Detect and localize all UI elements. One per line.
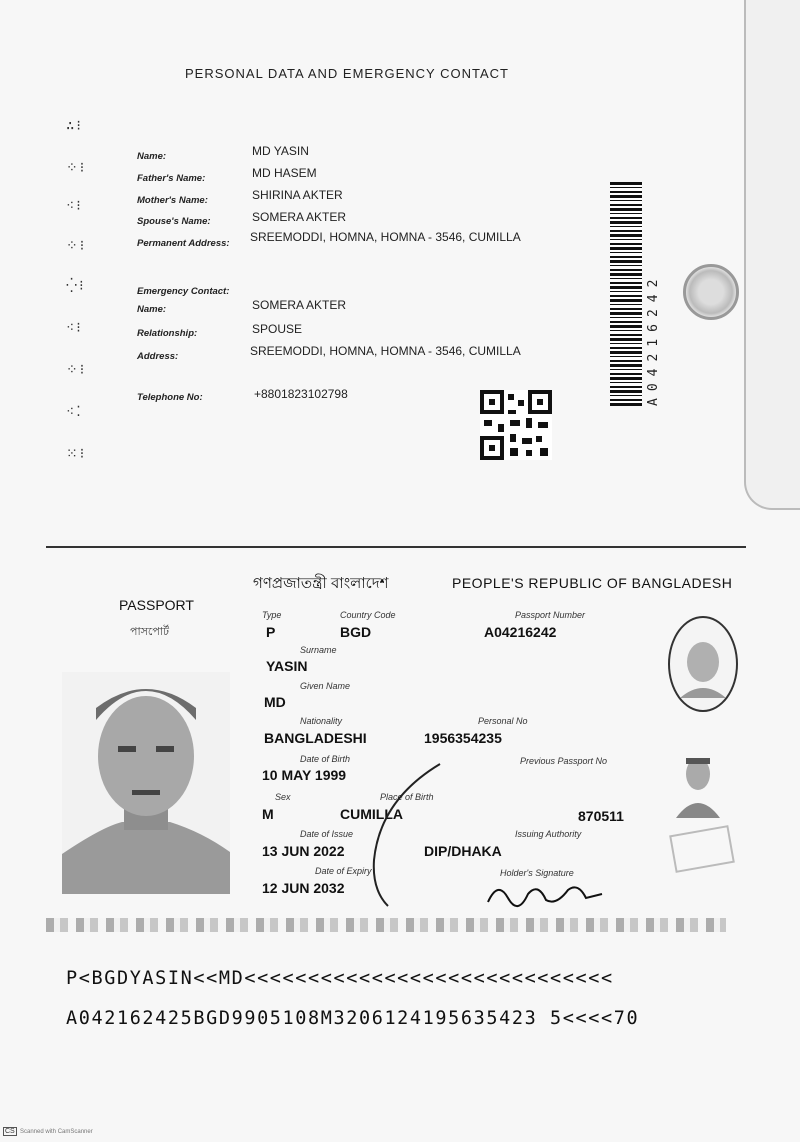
place-of-birth-value: CUMILLA [340,806,403,822]
qr-code [480,390,552,460]
date-of-issue-label: Date of Issue [300,829,354,839]
perforation-mark: ⁖⁝ [66,198,83,214]
nationality-value: BANGLADESHI [264,730,367,746]
sex-value: M [262,806,274,822]
holder-signature [486,876,606,912]
permanent-address-label: Permanent Address: [137,238,230,249]
perforation-mark: ⁖⁝ [66,320,83,336]
country-code-label: Country Code [340,610,396,620]
barcode [610,182,642,406]
mother-name-label: Mother's Name: [137,195,208,206]
mrz-line-1: P<BGDYASIN<<MD<<<<<<<<<<<<<<<<<<<<<<<<<<<<< [66,968,614,989]
telephone-value: +8801823102798 [254,387,348,401]
mrz-line-2: A042162425BGD9905108M3206124195635423 5<<<<70 [66,1008,640,1029]
side-number: 870511 [578,808,624,824]
father-name-value: MD HASEM [252,166,317,180]
perforation-mark: ∴⁝ [66,118,83,134]
permanent-address-value: SREEMODDI, HOMNA, HOMNA - 3546, CUMILLA [250,230,521,244]
passport-number-label: Passport Number [515,610,586,620]
emergency-name-label: Name: [137,304,167,315]
mother-name-value: SHIRINA AKTER [252,188,343,202]
emergency-address-value: SREEMODDI, HOMNA, HOMNA - 3546, CUMILLA [250,344,521,358]
nationality-label: Nationality [300,716,343,726]
surname-value: YASIN [266,658,308,674]
date-of-expiry-label: Date of Expiry [315,866,372,876]
barcode-number: A04216242 [646,272,661,406]
name-label: Name: [137,151,167,162]
relationship-value: SPOUSE [252,322,303,336]
issuing-authority-value: DIP/DHAKA [424,843,502,859]
father-name-label: Father's Name: [137,173,206,184]
name-value: MD YASIN [252,144,309,158]
perforation-mark: ⁘⁝ [66,362,87,378]
given-name-value: MD [264,694,286,710]
dob-label: Date of Birth [300,754,351,764]
scanner-badge: CS [5,1128,15,1135]
scanner-watermark: Scanned with CamScanner [20,1129,93,1135]
personal-no-label: Personal No [478,716,528,726]
emergency-name-value: SOMERA AKTER [252,298,347,312]
ghost-photo [670,618,736,710]
telephone-label: Telephone No: [137,392,203,403]
laminate-security-band [46,918,726,932]
country-code-value: BGD [340,624,372,640]
spouse-name-label: Spouse's Name: [137,216,211,227]
issuing-authority-label: Issuing Authority [515,829,582,839]
grommet-hole [683,264,739,320]
document-title: PASSPORT [119,597,194,613]
given-name-label: Given Name [300,681,351,691]
faded-stamp [669,825,735,873]
date-of-expiry-value: 12 JUN 2032 [262,880,345,896]
cancellation-stroke [360,760,450,910]
cover-edge [744,0,800,510]
country-header: PEOPLE'S REPUBLIC OF BANGLADESH [452,575,733,591]
emergency-contact-label: Emergency Contact: [137,286,230,297]
passport-number-value: A04216242 [484,624,557,640]
perforation-mark: ⁛⁝ [66,278,86,294]
holder-photo [62,672,230,894]
date-of-issue-value: 13 JUN 2022 [262,843,345,859]
perforation-mark: ⁖⁚ [66,404,83,420]
emergency-address-label: Address: [137,351,179,362]
personal-no-value: 1956354235 [424,730,502,746]
perforation-mark: ⁘⁝ [66,238,87,254]
place-of-birth-label: Place of Birth [380,792,434,802]
type-value: P [266,624,276,640]
previous-passport-label: Previous Passport No [520,756,608,766]
country-header-bengali: গণপ্রজাতন্ত্রী বাংলাদেশ [253,575,389,592]
emergency-page-title: PERSONAL DATA AND EMERGENCY CONTACT [185,66,509,81]
page-divider [46,546,746,548]
type-label: Type [262,610,282,620]
perforation-mark: ⁘⁝ [66,160,87,176]
perforation-mark: ⁙⁝ [66,446,87,462]
sex-label: Sex [275,792,291,802]
spouse-name-value: SOMERA AKTER [252,210,347,224]
ghost-image [672,748,724,818]
security-oval [668,616,738,712]
document-title-bengali: পাসপোর্ট [130,626,169,638]
dob-value: 10 MAY 1999 [262,767,347,783]
relationship-label: Relationship: [137,328,198,339]
surname-label: Surname [300,645,337,655]
holder-signature-label: Holder's Signature [500,868,574,878]
